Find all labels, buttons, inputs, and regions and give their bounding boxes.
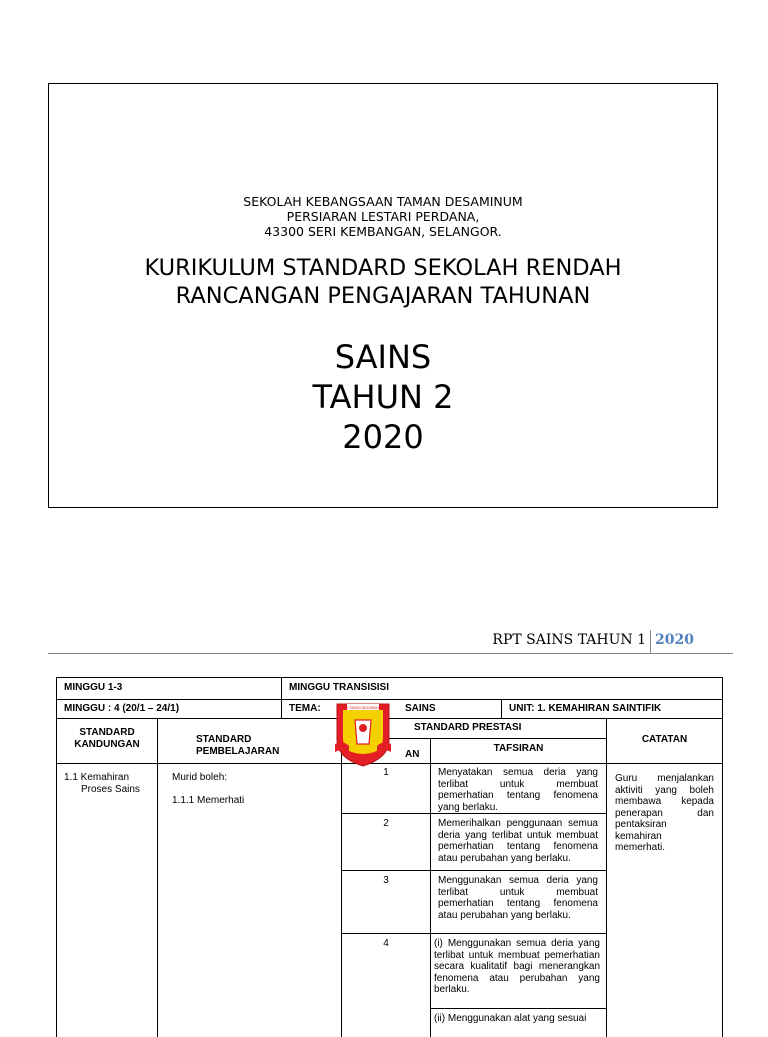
sp-header-line-1: STANDARD bbox=[196, 734, 252, 745]
tema-value: SAINS bbox=[405, 703, 436, 714]
level-2: 2 bbox=[383, 818, 389, 829]
school-name: SEKOLAH KEBANGSAAN TAMAN DESAMINUM bbox=[243, 194, 523, 209]
sp-intro: Murid boleh: bbox=[172, 772, 228, 783]
page-header bbox=[0, 630, 768, 654]
school-address bbox=[49, 194, 717, 239]
curriculum-title bbox=[49, 254, 717, 310]
sk-header-line-2: KANDUNGAN bbox=[74, 738, 140, 750]
sp-header-line-2: PEMBELAJARAN bbox=[196, 745, 280, 757]
tema-label: TEMA: bbox=[289, 703, 321, 714]
tp-header-partial: AN bbox=[405, 749, 420, 760]
level-3-text: Menggunakan semua deria yang terlibat untuk membuat pemerhatian tentang fenomena atau perubahan yang berlaku. bbox=[438, 875, 598, 921]
header-title: RPT SAINS TAHUN 1 bbox=[492, 632, 646, 648]
cover-page bbox=[48, 83, 718, 508]
sk-header-line-1: STANDARD bbox=[79, 727, 135, 738]
sp-header-text bbox=[196, 734, 279, 757]
header-year: 2020 bbox=[655, 632, 694, 648]
unit-label: UNIT: 1. KEMAHIRAN SAINTIFIK bbox=[509, 703, 662, 714]
level-1-text: Menyatakan semua deria yang terlibat untuk membuat pemerhatian tentang fenomena yang berlaku. bbox=[438, 767, 598, 813]
crest-text: SK TAMAN DESAMINUM bbox=[344, 706, 382, 710]
catatan-content: Guru menjalankan aktiviti yang boleh membawa kepada penerapan dan pentaksiran kemahiran memerhati. bbox=[615, 773, 714, 853]
curriculum-line-1: KURIKULUM STANDARD SEKOLAH RENDAH bbox=[144, 255, 622, 281]
level-4-text-2: (ii) Menggunakan alat yang sesuai bbox=[434, 1013, 587, 1024]
sk-content-line-2: Proses Sains bbox=[81, 783, 140, 795]
body-cell-sk bbox=[56, 763, 158, 1037]
year-title: 2020 bbox=[342, 418, 424, 456]
subject-block bbox=[49, 337, 717, 457]
sp-item: 1.1.1 Memerhati bbox=[172, 795, 245, 806]
catatan-header: CATATAN bbox=[641, 734, 688, 745]
school-city: 43300 SERI KEMBANGAN, SELANGOR. bbox=[264, 224, 502, 239]
grade-title: TAHUN 2 bbox=[312, 378, 454, 416]
header-rule bbox=[48, 653, 733, 654]
header-separator bbox=[650, 630, 651, 654]
sk-content-line-1: 1.1 Kemahiran bbox=[64, 772, 130, 783]
level-4: 4 bbox=[383, 938, 389, 949]
sk-header-text bbox=[56, 727, 158, 750]
prestasi-header: STANDARD PRESTASI bbox=[414, 722, 522, 733]
level-1: 1 bbox=[383, 767, 389, 778]
curriculum-line-2: RANCANGAN PENGAJARAN TAHUNAN bbox=[175, 283, 591, 309]
level-3: 3 bbox=[383, 875, 389, 886]
level-2-text: Memerihalkan penggunaan semua deria yang terlibat untuk membuat pemerhatian tentang fenomena atau perubahan yang berlaku. bbox=[438, 818, 598, 864]
subject-title: SAINS bbox=[334, 338, 432, 376]
tafsiran-header: TAFSIRAN bbox=[493, 743, 544, 754]
week-range: MINGGU 1-3 bbox=[64, 682, 123, 693]
transition-label: MINGGU TRANSISISI bbox=[289, 682, 390, 693]
level-4-text: (i) Menggunakan semua deria yang terlibat untuk membuat pemerhatian secara kualitatif bagi menerangkan fenomena atau perubahan yang berlaku. bbox=[434, 938, 600, 995]
sk-content bbox=[64, 772, 140, 795]
school-street: PERSIARAN LESTARI PERDANA, bbox=[286, 209, 480, 224]
school-crest-icon bbox=[333, 700, 393, 768]
week-detail: MINGGU : 4 (20/1 – 24/1) bbox=[64, 703, 180, 714]
